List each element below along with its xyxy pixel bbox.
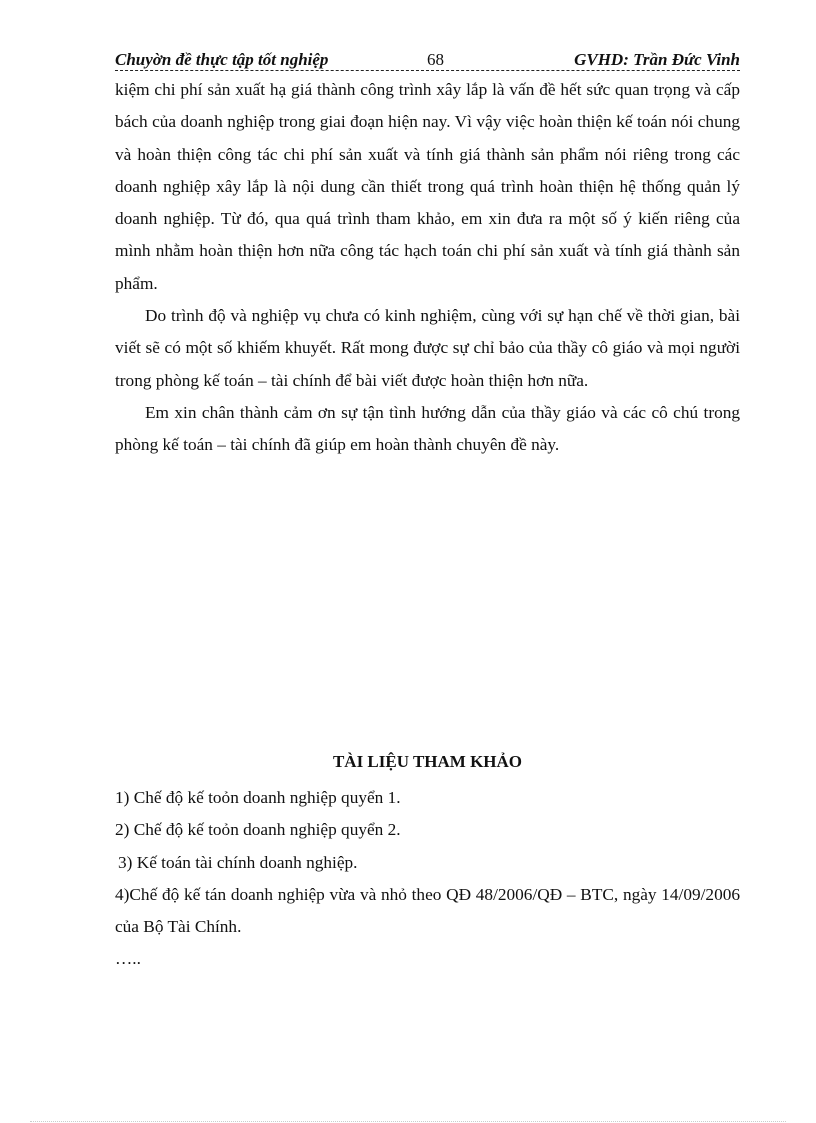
header-supervisor: GVHD: Trần Đức Vinh bbox=[574, 50, 740, 69]
header-document-title: Chuyờn đề thực tập tốt nghiệp bbox=[115, 50, 329, 69]
reference-item: 1) Chế độ kế toỏn doanh nghiệp quyển 1. bbox=[115, 788, 401, 807]
paragraph-limitations: Do trình độ và nghiệp vụ chưa có kinh nghiệm, cùng với sự hạn chế về thời gian, bài viết sẽ có một số khiếm khuyết. Rất mong được sự chỉ bảo của thầy cô giáo và mọi người trong phòng kế toán – tài chính để bài viết được hoàn thiện hơn nữa. bbox=[115, 306, 740, 390]
references-list bbox=[115, 782, 740, 976]
references-title: TÀI LIỆU THAM KHẢO bbox=[332, 752, 523, 771]
reference-item: 3) Kế toán tài chính doanh nghiệp. bbox=[118, 852, 358, 872]
paragraph-continuation: kiệm chi phí sản xuất hạ giá thành công trình xây lắp là vấn đề hết sức quan trọng và cấp bách của doanh nghiệp trong giai đoạn hiện nay. Vì vậy việc hoàn thiện kế toán nói chung và hoàn thiện công tác chi phí sản xuất và tính giá thành sản phẩm nói riêng trong các doanh nghiệp xây lắp là nội dung cần thiết trong quá trình hoàn thiện hệ thống quản lý doanh nghiệp. Từ đó, qua quá trình tham khảo, em xin đưa ra một số ý kiến riêng của mình nhằm hoàn thiện hơn nữa công tác hạch toán chi phí sản xuất và tính giá thành sản phẩm. bbox=[115, 80, 740, 293]
header-divider bbox=[115, 70, 740, 71]
header-page-number: 68 bbox=[427, 50, 444, 69]
main-text bbox=[115, 74, 740, 462]
references-ellipsis: ….. bbox=[115, 949, 141, 969]
reference-item: 2) Chế độ kế toỏn doanh nghiệp quyển 2. bbox=[115, 820, 401, 840]
page-bottom-border bbox=[30, 1121, 786, 1122]
paragraph-thanks: Em xin chân thành cảm ơn sự tận tình hướng dẫn của thầy giáo và các cô chú trong phòng kế toán – tài chính đã giúp em hoàn thành chuyên đề này. bbox=[115, 402, 740, 455]
reference-item: 4)Chế độ kế tán doanh nghiệp vừa và nhỏ theo QĐ 48/2006/QĐ – BTC, ngày 14/09/2006 của Bộ Tài Chính. bbox=[115, 884, 740, 937]
